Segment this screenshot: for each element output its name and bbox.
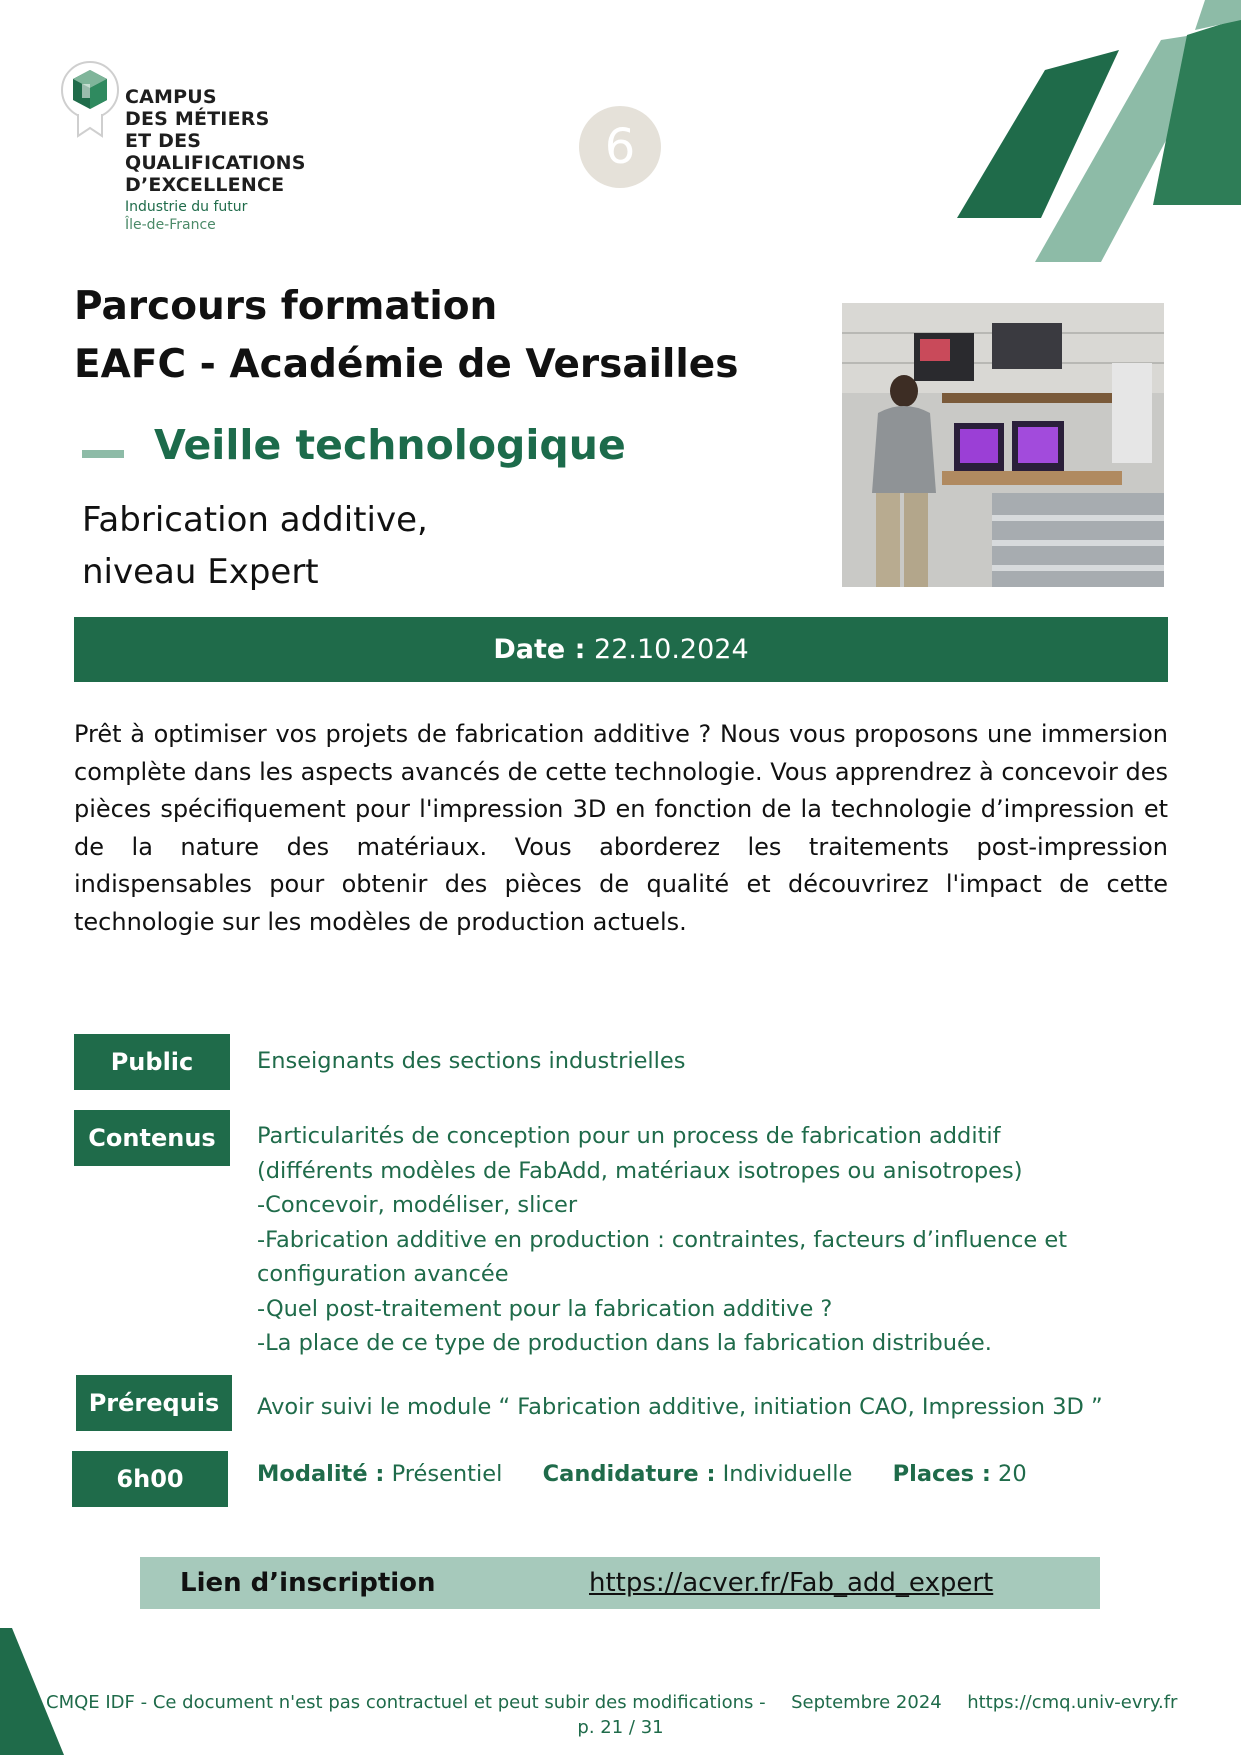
decorative-stripes	[895, 0, 1241, 262]
prerequis-tag: Prérequis	[76, 1375, 232, 1431]
title-line-1: Parcours formation	[74, 284, 498, 329]
logo-region: Île-de-France	[125, 217, 216, 233]
course-description: Prêt à optimiser vos projets de fabrication additive ? Nous vous proposons une immersion complète dans les aspects avancés de cette technologie. Vous apprendrez à concevoir des pièces spécifiquement pour l'impression 3D en fonction de la technologie d’impression et de la nature des matériaux. Vous aborderez les traitements post-impression indispensables pour obtenir des pièces de qualité et découvrirez l'impact de cette technologie sur les modèles de production actuels.	[74, 720, 1168, 936]
footer	[46, 1692, 1177, 1713]
date-value: 22.10.2024	[594, 634, 749, 665]
logo-line: D’EXCELLENCE	[125, 174, 285, 196]
modalite-value: Présentiel	[391, 1461, 503, 1487]
date-label: Date :	[493, 634, 586, 665]
list-item: -La place de ce type de production dans la fabrication distribuée.	[257, 1330, 992, 1356]
date-bar	[74, 617, 1168, 682]
course-subtitle	[82, 494, 428, 598]
contenus-tag: Contenus	[74, 1110, 230, 1166]
workshop-photo	[842, 303, 1164, 587]
subtitle-line-2: niveau Expert	[82, 552, 319, 592]
duration-tag: 6h00	[72, 1451, 228, 1507]
title-line-2: EAFC - Académie de Versailles	[74, 342, 739, 387]
page-title	[74, 278, 738, 394]
candidature-label: Candidature :	[542, 1461, 716, 1487]
logo-icon	[60, 60, 120, 140]
registration-label: Lien d’inscription	[180, 1568, 436, 1598]
logo-line: ET DES	[125, 130, 202, 152]
section-number-badge: 6	[579, 106, 661, 188]
list-item: -Fabrication additive en production : contraintes, facteurs d’influence et	[257, 1226, 1068, 1253]
logo-subtitle: Industrie du futur	[125, 199, 248, 215]
subtitle-line-1: Fabrication additive,	[82, 500, 428, 540]
list-item: Particularités de conception pour un process de fabrication additif	[257, 1123, 1001, 1149]
page-number: p. 21 / 31	[577, 1717, 664, 1738]
candidature-value: Individuelle	[722, 1461, 853, 1487]
course-meta	[257, 1461, 1027, 1487]
theme-title: Veille technologique	[154, 421, 626, 469]
list-item: configuration avancée	[257, 1261, 509, 1287]
public-value: Enseignants des sections industrielles	[257, 1048, 686, 1074]
logo-line: QUALIFICATIONS	[125, 152, 306, 174]
places-value: 20	[998, 1461, 1027, 1487]
list-item: -Concevoir, modéliser, slicer	[257, 1192, 578, 1218]
public-tag: Public	[74, 1034, 230, 1090]
list-item: (différents modèles de FabAdd, matériaux isotropes ou anisotropes)	[257, 1157, 1023, 1184]
places-label: Places :	[892, 1461, 991, 1487]
logo-text	[125, 86, 306, 234]
title-dash	[82, 450, 124, 458]
prerequis-value: Avoir suivi le module “ Fabrication additive, initiation CAO, Impression 3D ”	[257, 1394, 1103, 1420]
list-item: -Quel post-traitement pour la fabrication additive ?	[257, 1295, 833, 1322]
registration-bar	[140, 1557, 1100, 1609]
footer-date: Septembre 2024	[791, 1692, 942, 1713]
footer-url[interactable]: https://cmq.univ-evry.fr	[967, 1692, 1178, 1713]
footer-disclaimer: CMQE IDF - Ce document n'est pas contractuel et peut subir des modifications -	[46, 1692, 766, 1713]
contenus-list	[257, 1119, 1067, 1361]
logo-line: CAMPUS	[125, 86, 217, 108]
logo-line: DES MÉTIERS	[125, 108, 270, 130]
modalite-label: Modalité :	[257, 1461, 385, 1487]
registration-link[interactable]: https://acver.fr/Fab_add_expert	[589, 1568, 994, 1598]
